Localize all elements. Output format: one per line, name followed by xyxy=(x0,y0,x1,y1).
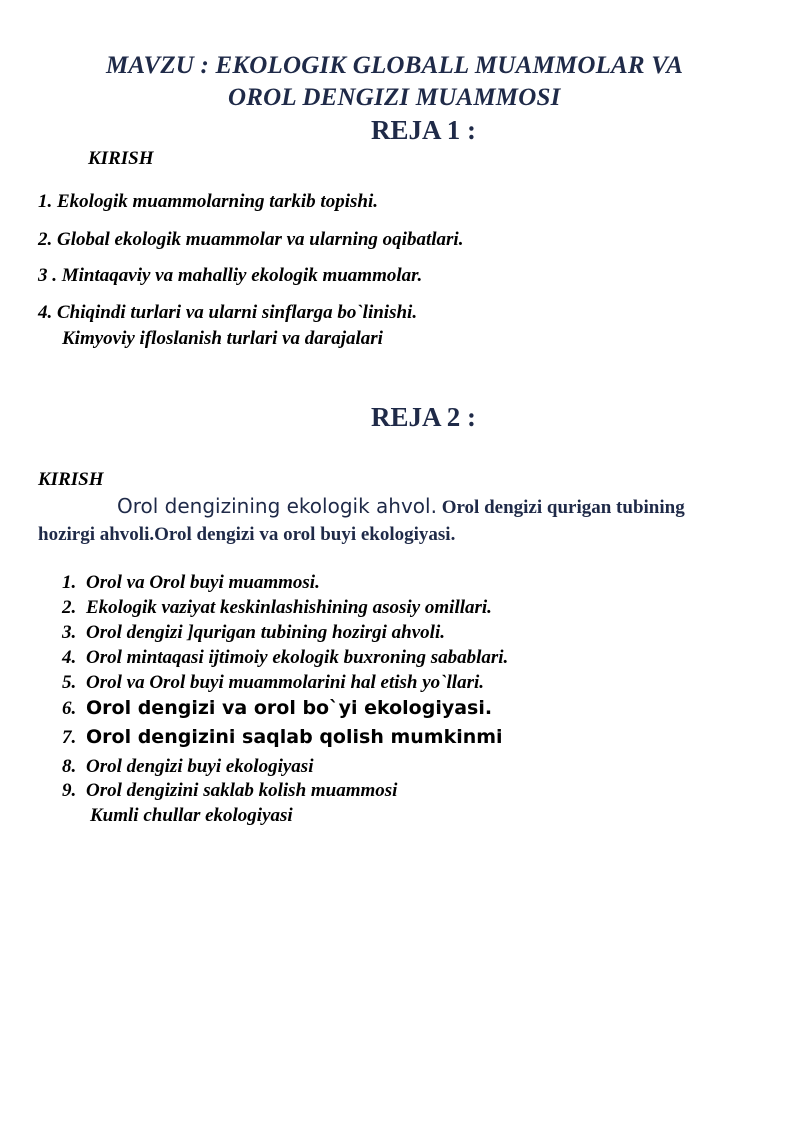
list-text: Orol dengizi va orol bo`yi ekologiyasi. xyxy=(86,697,493,719)
plan-2-item-9 xyxy=(62,780,397,802)
plan-1-heading: REJA 1 : xyxy=(371,115,477,145)
document-title-line-1: MAVZU : EKOLOGIK GLOBALL MUAMMOLAR VA xyxy=(106,52,684,79)
plan-2-intro-rest: Orol dengizi qurigan tubining xyxy=(436,497,685,518)
plan-2-item-5 xyxy=(62,672,484,694)
list-number: 4. xyxy=(62,647,77,668)
plan-1-intro-label: KIRISH xyxy=(88,148,154,169)
plan-1-item-4: 4. Chiqindi turlari va ularni sinflarga bo`linishi. xyxy=(38,302,418,323)
plan-2-heading: REJA 2 : xyxy=(371,402,477,432)
plan-2-item-1 xyxy=(62,572,320,594)
plan-2-item-2 xyxy=(62,597,492,619)
plan-2-item-4 xyxy=(62,647,508,669)
list-number: 7. xyxy=(62,727,77,748)
plan-1-item-1: 1. Ekologik muammolarning tarkib topishi. xyxy=(38,191,378,212)
plan-1-item-4-continuation: Kimyoviy ifloslanish turlari va darajalari xyxy=(62,328,383,349)
list-text: Orol dengizi ]qurigan tubining hozirgi ahvoli. xyxy=(86,622,445,643)
list-number: 8. xyxy=(62,756,77,777)
list-text: Orol va Orol buyi muammosi. xyxy=(86,572,320,593)
plan-2-item-8 xyxy=(62,756,313,778)
list-text: Orol mintaqasi ijtimoiy ekologik buxroning sabablari. xyxy=(86,647,509,668)
list-text: Orol dengizini saklab kolish muammosi xyxy=(86,780,398,801)
plan-2-item-7 xyxy=(62,726,503,749)
list-number: 1. xyxy=(62,572,77,593)
plan-2-intro-line-2: hozirgi ahvoli.Orol dengizi va orol buyi ekologiyasi. xyxy=(38,524,456,545)
list-text: Orol va Orol buyi muammolarini hal etish yo`llari. xyxy=(86,672,484,693)
list-number: 5. xyxy=(62,672,77,693)
plan-2-intro-line-1 xyxy=(117,494,685,519)
plan-1-item-2: 2. Global ekologik muammolar va ularning oqibatlari. xyxy=(38,229,464,250)
list-number: 2. xyxy=(62,597,77,618)
list-text: Orol dengizini saqlab qolish mumkinmi xyxy=(86,726,503,748)
list-text: Orol dengizi buyi ekologiyasi xyxy=(86,756,314,777)
list-number: 3. xyxy=(62,622,77,643)
plan-1-item-3: 3 . Mintaqaviy va mahalliy ekologik muammolar. xyxy=(38,265,423,286)
plan-2-intro-lead: Orol dengizining ekologik ahvol. xyxy=(117,494,437,518)
plan-2-item-6 xyxy=(62,697,492,720)
list-number: 9. xyxy=(62,780,77,801)
document-title-line-2: OROL DENGIZI MUAMMOSI xyxy=(228,84,561,111)
list-text: Ekologik vaziyat keskinlashishining asosiy omillari. xyxy=(86,597,492,618)
plan-2-intro-label: KIRISH xyxy=(38,469,104,490)
list-number: 6. xyxy=(62,698,77,719)
plan-2-item-9-continuation: Kumli chullar ekologiyasi xyxy=(90,805,293,826)
plan-2-item-3 xyxy=(62,622,445,644)
